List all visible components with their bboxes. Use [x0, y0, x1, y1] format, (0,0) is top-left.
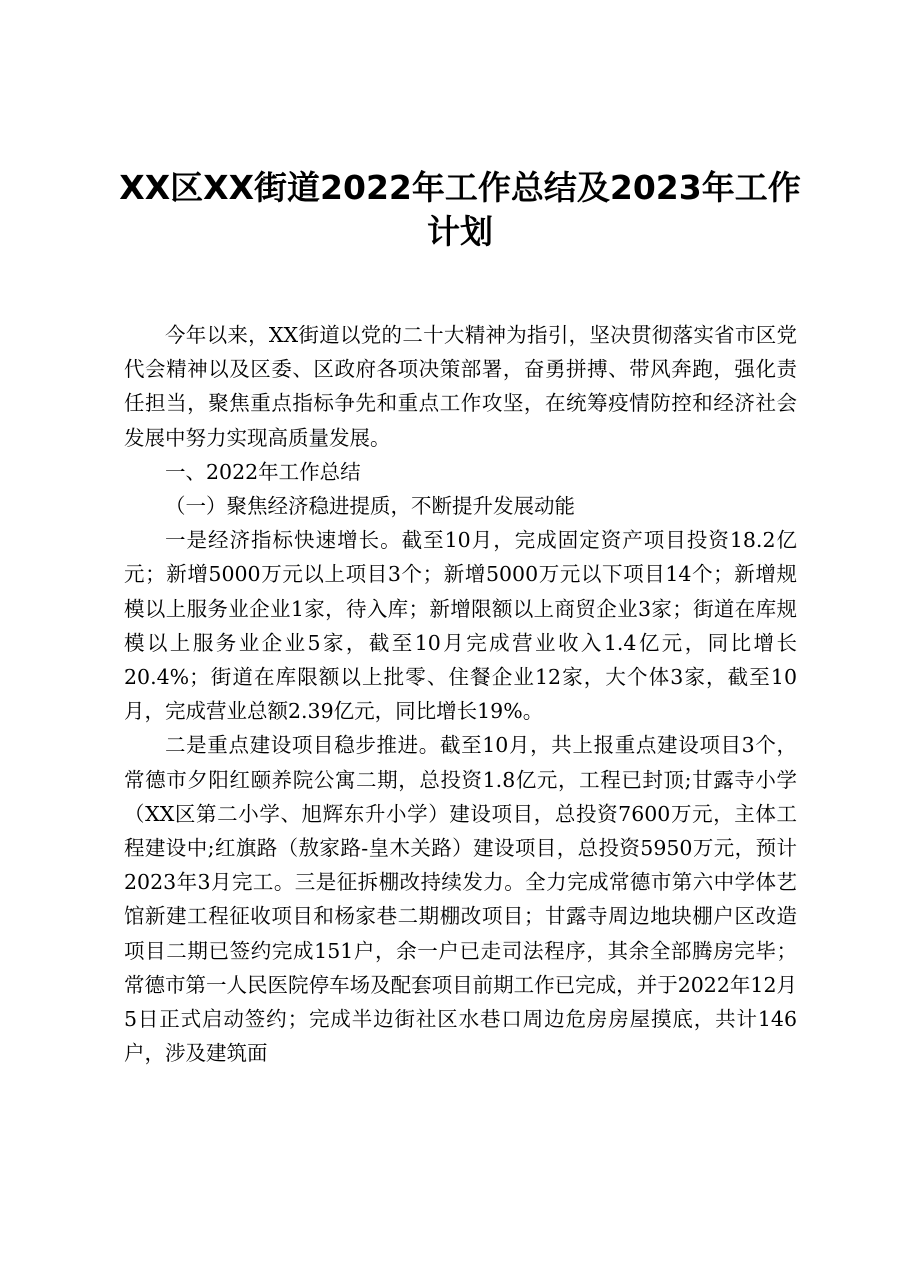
- section-heading-1: 一、2022年工作总结: [165, 459, 361, 484]
- subsection-heading-1: （一）聚焦经济稳进提质，不断提升发展动能: [165, 494, 575, 519]
- body-paragraph-economy: 一是经济指标快速增长。截至10月，完成固定资产项目投资18.2亿元；新增5000万元以上项目3个；新增5000万元以下项目14个；新增规模以上服务业企业1家，待入库；新增限额以上商贸企业3家；街道在库规模以上服务业企业5家，截至10月完成营业收入1.4亿元，同比增长20.4%；街道在库限额以上批零、住餐企业12家，大个体3家，截至10月，完成营业总额2.39亿元，同比增长19%。: [124, 528, 797, 724]
- document-title-line-1: XX区XX街道2022年工作总结及2023年工作: [119, 168, 801, 207]
- intro-paragraph: 今年以来，XX街道以党的二十大精神为指引，坚决贯彻落实省市区党代会精神以及区委、区政府各项决策部署，奋勇拼搏、带风奔跑，强化责任担当，聚焦重点指标争先和重点工作攻坚，在统筹疫情防控和经济社会发展中努力实现高质量发展。: [124, 323, 797, 450]
- document-body: [124, 318, 797, 1070]
- document-title-line-2: 计划: [427, 212, 493, 251]
- body-paragraph-projects: 二是重点建设项目稳步推进。截至10月，共上报重点建设项目3个，常德市夕阳红颐养院公寓二期，总投资1.8亿元，工程已封顶;甘露寺小学（XX区第二小学、旭辉东升小学）建设项目，总投资7600万元，主体工程建设中;红旗路（敖家路-皇木关路）建设项目，总投资5950万元，预计2023年3月完工。三是征拆棚改持续发力。全力完成常德市第六中学体艺馆新建工程征收项目和杨家巷二期棚改项目；甘露寺周边地块棚户区改造项目二期已签约完成151户，余一户已走司法程序，其余全部腾房完毕；常德市第一人民医院停车场及配套项目前期工作已完成，并于2022年12月5日正式启动签约；完成半边街社区水巷口周边危房房屋摸底，共计146户，涉及建筑面: [124, 733, 797, 1066]
